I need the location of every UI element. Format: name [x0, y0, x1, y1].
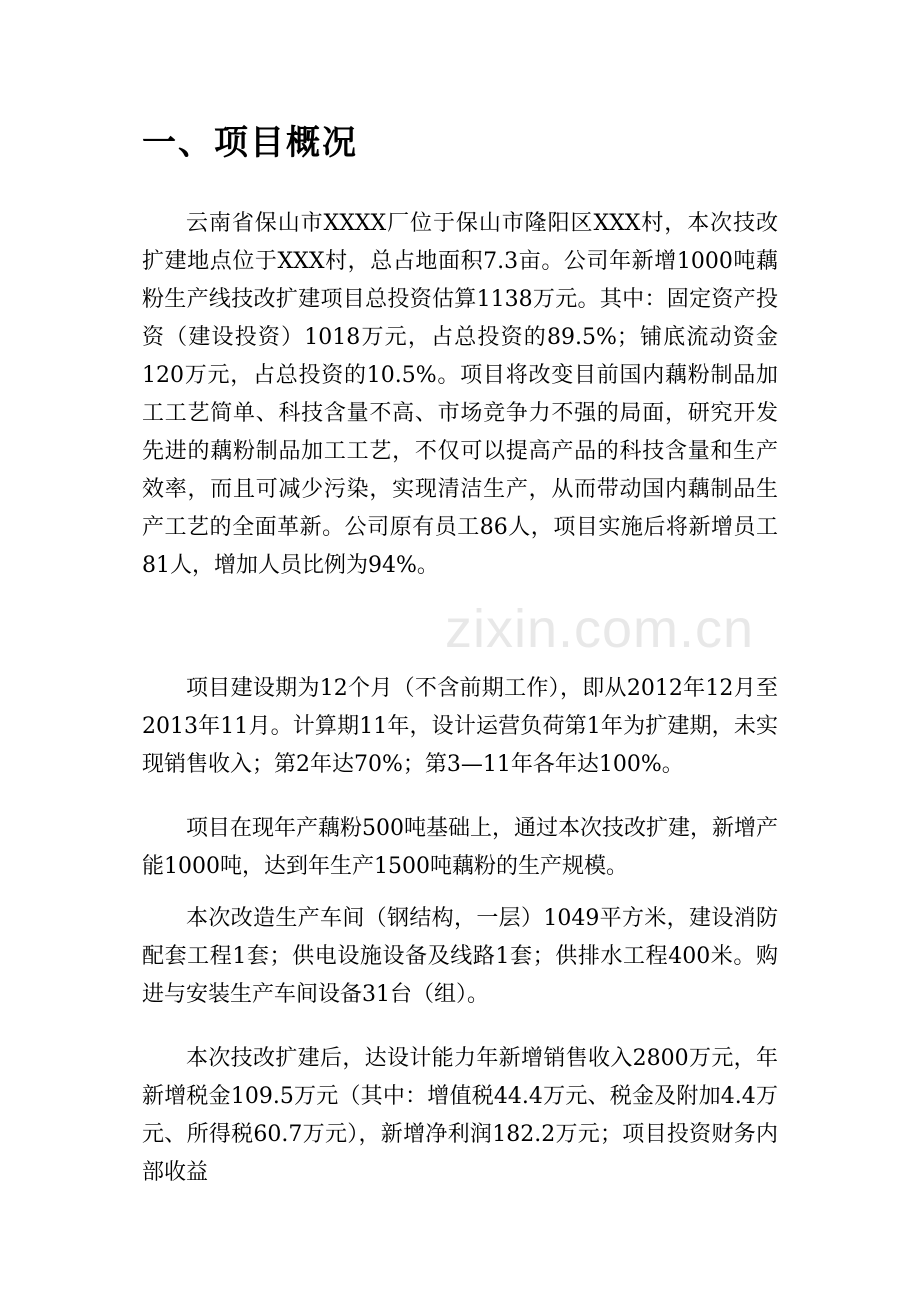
paragraph-capacity: 项目在现年产藕粉500吨基础上，通过本次技改扩建，新增产能1000吨，达到年生产1500吨藕粉的生产规模。 — [142, 816, 778, 879]
paragraph-revenue: 本次技改扩建后，达设计能力年新增销售收入2800万元，年新增税金109.5万元（其中：增值税44.4万元、税金及附加4.4万元、所得税60.7万元），新增净利润182.2万元；项目投资财务内部收益 — [142, 1046, 778, 1185]
paragraph-construction: 本次改造生产车间（钢结构，一层）1049平方米，建设消防配套工程1套；供电设施设备及线路1套；供排水工程400米。购进与安装生产车间设备31台（组）。 — [142, 906, 778, 1007]
paragraph-overview: 云南省保山市XXXX厂位于保山市隆阳区XXX村，本次技改扩建地点位于XXX村，总占地面积7.3亩。公司年新增1000吨藕粉生产线技改扩建项目总投资估算1138万元。其中：固定资产投资（建设投资）1018万元，占总投资的89.5%；铺底流动资金120万元，占总投资的10.5%。项目将改变目前国内藕粉制品加工工艺简单、科技含量不高、市场竞争力不强的局面，研究开发先进的藕粉制品加工工艺，不仅可以提高产品的科技含量和生产效率，而且可减少污染，实现清洁生产，从而带动国内藕制品生产工艺的全面革新。公司原有员工86人，项目实施后将新增员工81人，增加人员比例为94%。 — [142, 211, 778, 578]
watermark-text: zixin.com.cn — [445, 599, 755, 659]
section-heading: 一、项目概况 — [142, 123, 358, 163]
paragraph-schedule: 项目建设期为12个月（不含前期工作），即从2012年12月至2013年11月。计算期11年，设计运营负荷第1年为扩建期，未实现销售收入；第2年达70%；第3—11年各年达100%。 — [142, 676, 778, 777]
